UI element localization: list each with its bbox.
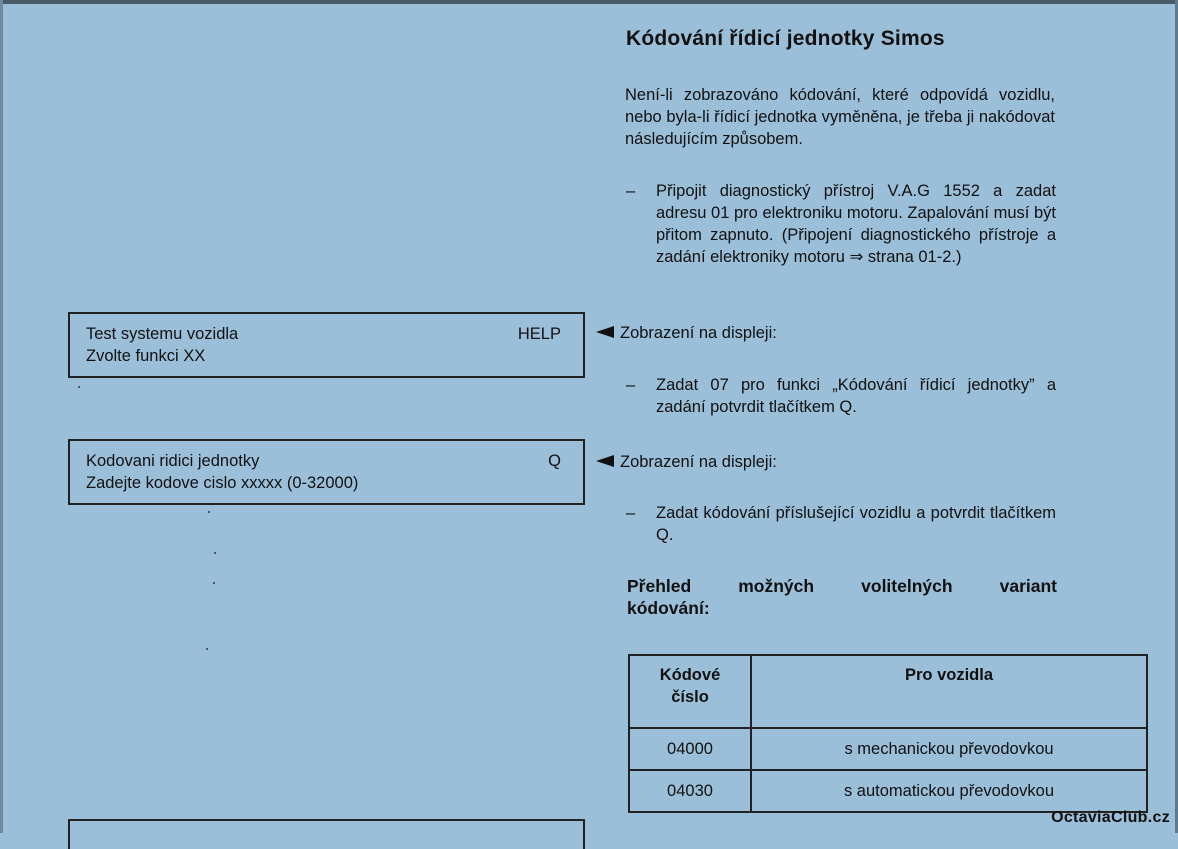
display-key-q: Q <box>548 452 561 470</box>
step-connect <box>626 180 1056 268</box>
step-text: Zadat 07 pro funkci „Kódování řídicí jednotky” a zadání potvrdit tlačítkem Q. <box>656 376 1056 416</box>
arrow-left-icon <box>596 455 614 467</box>
vehicle-cell: s automatickou převodovkou <box>751 770 1147 812</box>
header-code-line1: Kódové <box>659 666 721 684</box>
display-line-2: Zadejte kodove cislo xxxxx (0-32000) <box>86 474 359 492</box>
table-header-row <box>629 655 1147 728</box>
scan-speck <box>206 648 208 650</box>
coding-table <box>628 654 1148 813</box>
table-row <box>629 770 1147 812</box>
display-line-1: Test systemu vozidla <box>86 325 239 343</box>
watermark: OctaviaClub.cz <box>1051 809 1170 826</box>
header-code <box>629 655 751 728</box>
left-border <box>0 0 3 833</box>
display-key-help: HELP <box>517 325 561 343</box>
scan-speck <box>78 386 80 388</box>
display-note-text: Zobrazení na displeji: <box>620 324 777 342</box>
top-border <box>0 0 1178 4</box>
vehicle-cell: s mechanickou převodovkou <box>751 728 1147 770</box>
variants-heading: Přehled možných volitelných variant <box>627 576 1057 596</box>
variants-heading-line2: kódování: <box>627 598 710 618</box>
bullet-dash: – <box>626 182 636 200</box>
scan-speck <box>214 552 216 554</box>
header-vehicle: Pro vozidla <box>751 655 1147 728</box>
page-title: Kódování řídicí jednotky Simos <box>626 27 945 50</box>
step-enter-coding <box>626 502 1056 546</box>
display-box-coding <box>68 439 585 505</box>
display-box-partial <box>68 819 585 849</box>
code-cell: 04030 <box>629 770 751 812</box>
display-box-test-system <box>68 312 585 378</box>
arrow-left-icon <box>596 326 614 338</box>
display-note-2 <box>596 451 777 473</box>
display-note-1 <box>596 322 777 344</box>
code-cell: 04000 <box>629 728 751 770</box>
bullet-dash: – <box>626 504 636 522</box>
table-row <box>629 728 1147 770</box>
scan-speck <box>208 511 210 513</box>
display-line-1: Kodovani ridici jednotky <box>86 452 260 470</box>
scan-speck <box>213 582 215 584</box>
display-note-text: Zobrazení na displeji: <box>620 453 777 471</box>
bullet-dash: – <box>626 376 636 394</box>
step-enter-07 <box>626 374 1056 418</box>
header-code-line2: číslo <box>671 688 709 706</box>
step-text: Zadat kódování příslušející vozidlu a potvrdit tlačítkem Q. <box>656 504 1056 544</box>
display-line-2: Zvolte funkci XX <box>86 347 206 365</box>
intro-paragraph: Není-li zobrazováno kódování, které odpovídá vozidlu, nebo byla-li řídicí jednotka vyměněna, je třeba ji nakódovat následujícím způsobem. <box>625 86 1055 148</box>
step-text: Připojit diagnostický přístroj V.A.G 1552 a zadat adresu 01 pro elektroniku motoru. Zapalování musí být přitom zapnuto. (Připojení diagnostického přístroje a zadání elektroniky motoru ⇒ strana 01-2.) <box>656 182 1056 266</box>
